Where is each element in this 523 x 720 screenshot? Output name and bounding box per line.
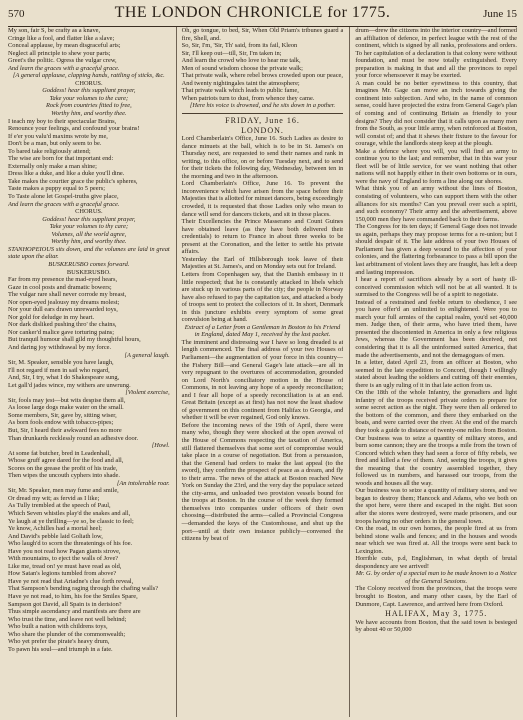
verse-line: That Sampson's bending raging through the chafing walls? bbox=[8, 585, 159, 593]
page-date: June 15 bbox=[483, 8, 517, 20]
news-paragraph: Yesterday the Earl of Hillsborough took leave of their Majesties at St. James's, and on Monday sets out for Ireland. bbox=[181, 255, 344, 271]
page-header bbox=[8, 4, 517, 27]
verse-line: Who built a nation with childrens toys, bbox=[8, 623, 108, 631]
verse-line: Don't be a man, but only seem to be. bbox=[8, 140, 102, 148]
chorus-line: Take your volumes to thy care; bbox=[49, 223, 129, 231]
verse-line: Sir, I'll keep out—till, Sir, I'm taken in; bbox=[181, 49, 282, 57]
verse-line: To Taste alone let Gospel-truths give place, bbox=[8, 193, 119, 201]
chorus-line: Rock from countries fitted to free, bbox=[45, 102, 132, 110]
news-paragraph: Letters from Copenhagen say, that the Danish embassy in it little respected; that he is constantly attacked in libels which are stuck up in various parts of the city; the people in Norway have also refused to pay the capitation tax, and attacked a body of troops sent to protect the collectors of it. In short, Denmark in this juncture exhibits every symptom of some great convulsion being at hand. bbox=[181, 270, 344, 324]
news-paragraph: What think you of an army without the lines of Boston, consisting of volunteers, who can support them with the other alliances for six months? Can you prevail over such a spirit, and such economy? Their army and the advertisement, above 150,000 men they have commanded back to their farms. bbox=[355, 185, 517, 223]
verse-line: How Satan's legions tumbled from above? bbox=[8, 570, 117, 578]
stage-direction: [A general applause, clapping hands, rattling of sticks, &c. bbox=[12, 72, 165, 80]
verse-line: Who trust the time, and leave not well behind; bbox=[8, 615, 127, 623]
stage-direction: [Violent exercise, bbox=[125, 389, 170, 397]
dateline-heading: HALIFAX, May 3, 1775. bbox=[385, 609, 488, 619]
verse-line: If e'er you valu'd maxims wrote by me, bbox=[8, 132, 108, 140]
verse-line: The wise are born for that important end: bbox=[8, 155, 114, 163]
news-paragraph: On the 18th of the whole Infantry, the grenadiers and light infantry of the troops received private orders to prepare for some secret action as the night. They were then all ordered to the bottom of the common, and there they embarked on the boats, and were carried over the river. At the end of the march they took a guide to distance of twenty-one miles from Boston. Our business was to seize a quantity of military stores, and burn some cannon; they are the troops a mile from the town of Concord which when they had seen a force of fifty rebels, we fired and killed a few of them. And, seeing the troops, it gives the meaning that the country assembled together, they followed us in numbers, and harassed our troops, from the woods and houses all the way. bbox=[355, 389, 517, 487]
verse-line: Nor your dull ears drawn unrewarded toys, bbox=[8, 306, 118, 314]
page-number: 570 bbox=[8, 8, 25, 20]
verse-line: That private walk which leads to public fame, bbox=[181, 87, 299, 95]
column-1 bbox=[8, 27, 170, 717]
verse-line: Oh, go tongue, to bed, Sir, When Old Priam's tribunes guard a fire, Shell, and. bbox=[181, 27, 344, 42]
news-paragraph: Our business was to seize a quantity of military stores, and we began to destroy them; Hancock and Adams, who we both on the spot here, were there and escaped in the night. But soon after the stores were destroyed, were made prisoners, and our troops having no other orders in the general town. bbox=[355, 487, 517, 525]
news-paragraph: Before the incoming news of the 19th of April, there were many who, though they were shocked at the open avowal of the House of Commons respecting the taxation of America, still flattered themselves that some sort of compromise would take place in a course of negotiation. But from a persuasion, that the General had orders to make the last appeal (to the sword), they confirm the prospect of peace as a dream, and fly to their arms. The news of the attack at Boston reached New York on Sunday the 23rd, and the very day the populace seized the city-arms, and unloaded two provision vessels bound for the troops at Boston. In the course of the week they formed themselves into companies under officers of their own choosing—distributed the arms—called a Provincial Congress—demanded the keys of the Customhouse, and shut up the port—until at their own instance publicly—convened the citizens by beat of bbox=[181, 421, 344, 543]
verse-line: Nor canker'd malice gave torturing pains; bbox=[8, 328, 115, 336]
verse-line: The vulgar rare shall never corrode my breast, bbox=[8, 291, 127, 299]
verse-line: Who yet prefer the pirate's heavy drum, bbox=[8, 638, 110, 646]
verse-line: Thus simple ascendancy and manifests are there are bbox=[8, 608, 141, 616]
verse-line: Some members, Sir, gave by, sitting wiser, bbox=[8, 411, 117, 419]
stage-direction: BUSKERUSBO comes forward. bbox=[48, 260, 130, 268]
verse-line: So, Sir, I'm, 'Sir, Th' said, from its fail, Kleon bbox=[181, 42, 298, 50]
stage-direction: [A general laugh. bbox=[124, 351, 170, 359]
verse-line: I'll not regard if men in sail who regard, bbox=[8, 366, 110, 374]
verse-line: Let gall'd jades wince, my withers are unwrung. bbox=[8, 381, 131, 389]
verse-line: And daring joy withdrawal by my force. bbox=[8, 343, 112, 351]
verse-line: Taste makes a puppy equal to 5 peers; bbox=[8, 185, 105, 193]
chorus-line: Goddess! hear this suppliant prayer, bbox=[42, 87, 136, 95]
notice-heading: Mr. G. by order of a special man to be made known to a Notice of the General Sessions. bbox=[355, 570, 517, 585]
masthead-title bbox=[48, 4, 457, 22]
chorus-line: Goddess! hear this suppliant prayer, bbox=[42, 215, 136, 223]
verse-line: Ye laugh at ye thrilling—ye so, be classic to feel; bbox=[8, 517, 134, 525]
stage-direction: [Here his voice is drowned, and he sits down in a pother. bbox=[189, 102, 336, 110]
letter-heading: Extract of a Letter from a Gentleman in Boston to his Friend in England, dated May 1, received by the last packet. bbox=[184, 323, 341, 339]
verse-line: Scores on the grease the profit of his trade, bbox=[8, 464, 118, 472]
section-divider bbox=[182, 113, 344, 114]
verse-line: But, Sir, I heard their awkward fees no more bbox=[8, 426, 122, 434]
news-paragraph: Instead of a restrained and feeble return to obedience, I see you have offer'd an unlimited to enlightened. Were you to march your full armies of the capital realm, you'd set 40,000 men. Judge then, of their arms, who have tried them, have presented the discontented in America in only a few religious Jews, whereas the Government has been deceived, not considering that it is all the uninformed suited America, that made the advertisements, and not the demagogues of men. bbox=[355, 298, 517, 359]
verse-line: Sir, fools may jest—but wits despise them all, bbox=[8, 396, 126, 404]
verse-line: Ye know, Achilles had a mortal heel; bbox=[8, 525, 102, 533]
chorus-heading: CHORUS. bbox=[75, 208, 103, 216]
news-paragraph: Horrible cuts, p.d, Englishman, in what depth of brutal despondency are we arrived! bbox=[355, 555, 517, 570]
verse-line: And twenty nightingales taint the atmosphere; bbox=[181, 79, 300, 87]
verse-line: Who share the plunder of the commonwealth; bbox=[8, 630, 126, 638]
chorus-heading: CHORUS. bbox=[75, 79, 103, 87]
verse-line: And David's pebble laid Goliath low, bbox=[8, 532, 103, 540]
news-paragraph: The Colony received from the provinces, that the troops were brought to Boston, and many other cases, by the Earl of Dunmore, Capt. Lawrence, and arrived here from Oxford. bbox=[355, 585, 517, 608]
verse-line: That private walk, where rebel brows crowded upon our peace, bbox=[181, 72, 343, 80]
column-2 bbox=[176, 27, 344, 717]
verse-line: Men of sound wisdom choose the private walk; bbox=[181, 64, 303, 72]
verse-line: Nor open-eyed jealousy my dreams molest; bbox=[8, 298, 120, 306]
chorus-line: Worthy him, and worthy thee. bbox=[51, 238, 127, 246]
verse-line: Renounce your feelings, and confound your brains! bbox=[8, 125, 140, 133]
verse-line: Then wipes the uncouth cyphers into shade. bbox=[8, 472, 120, 480]
verse-line: Whose gruff agree dared for the food and all, bbox=[8, 457, 124, 465]
news-paragraph: Lord Chamberlain's Office, June 16. Such Ladies as desire to dance minuets at the ball, which is to be in St. James's on Thursday next, are requested to send their names and rank in writing, to this office, on or before Tuesday next, and to send for their tickets the following day, Wednesday, between ten in the morning and two in the afternoon. bbox=[181, 135, 344, 180]
chorus-line: Worthy him, and worthy thee. bbox=[51, 110, 127, 118]
masthead-name: THE LONDON CHRONICLE bbox=[114, 4, 323, 21]
stage-direction: [An intolerable roar. bbox=[116, 479, 170, 487]
verse-line: Externally only make a man shine; bbox=[8, 162, 97, 170]
verse-line: Which Seven whistles play'd the snakes and all, bbox=[8, 510, 131, 517]
speaker-heading: BUSKERUSBO. bbox=[66, 268, 111, 276]
verse-line: And, Sir, I try, what I do Shakespeare sung, bbox=[8, 374, 120, 382]
verse-line: As loose large dogs make water on the small. bbox=[8, 404, 124, 412]
verse-line: As born fools endow with tobacco-pipes; bbox=[8, 419, 114, 427]
verse-line: Take makes the courtier grace the public's spheres, bbox=[8, 177, 138, 185]
news-paragraph: Lord Chamberlain's Office, June 16. To prevent the inconvenience which have arisen from the space before their Majesties that is allotted for minuet dancers, being exceedingly crowded, it is requested that those Ladies only who mean to dance will send for dancers tickets, and sit in those places. bbox=[181, 180, 344, 218]
news-paragraph: We have accounts from Boston, that the said town is besieged by about 40 or 50,000 bbox=[355, 618, 517, 634]
dateline-heading: LONDON. bbox=[241, 125, 284, 135]
verse-line: Conceal applause, by mean disgraceful arts; bbox=[8, 42, 121, 50]
verse-line: Or dread my wit; as fervid as I like; bbox=[8, 494, 100, 502]
verse-line: To pawn his soul—and triumph in a fate. bbox=[8, 645, 113, 653]
stage-direction: STANHOPEIOUS sits down, and the volumes are laid in great state upon the altar. bbox=[8, 245, 170, 261]
verse-line: And learn the graces with a graceful grace. bbox=[8, 64, 120, 72]
news-paragraph: The Congress for its ten days; if General Gage does not invade us again, perhaps they may propose terms for a re-union; but I should despair of it. The late address of your two Houses of Parliament has given a deep wound to the affection of your colonies, and the flattering forbearance to pass a bill upon the last arbitrament of violent laws they are fraught, has left a deep and lasting impression. bbox=[355, 223, 517, 276]
verse-line: Cringe like a fool, and flatter like a slave; bbox=[8, 34, 115, 42]
verse-line: With mountains, to eject the walls of Jove? bbox=[8, 555, 119, 563]
verse-line: Sir, M. Speaker, sensible you have laugh, bbox=[8, 359, 114, 367]
verse-line: Greet's the politic. Ogress the vulgar crew, bbox=[8, 57, 117, 65]
verse-line: And learn the graces with a graceful grace. bbox=[8, 200, 120, 208]
verse-line: Have ye not read, to him, his foe the Smiles Spare, bbox=[8, 593, 138, 601]
news-paragraph: On the road, in our own homes, the people fired at us from behind stone walls and fences; and in the houses and woods near which we was fired at. All the troops were sent back to Lexington. bbox=[355, 525, 517, 555]
verse-line: Sir, Mr. Speaker, men may fume and smile, bbox=[8, 487, 119, 495]
news-paragraph: Their Excellencies the Prince Masserano and Count Guines have obtained leave (as they have both delivered their credentials) to return to France in about three weeks to be present at the Coronation, and the letter to settle his private affairs. bbox=[181, 218, 344, 256]
date-heading: FRIDAY, June 16. bbox=[225, 116, 300, 126]
news-paragraph: I hear a report of sacrifices already by a sort of hasty ill-conceived commission which will not be at all wanted. It is surmised to the Congress will be of a spirit to negotiate. bbox=[355, 276, 517, 299]
verse-line: And learn the crowd who love to hear me talk, bbox=[181, 57, 301, 65]
verse-line: Far from my presence the mad-eyed hears, bbox=[8, 276, 118, 284]
verse-line: Nor gold for deludge in my heart. bbox=[8, 313, 95, 321]
verse-line: Sampson got David, all Spain is in derision? bbox=[8, 600, 122, 608]
verse-line: Dress like a duke, and like a duke you'll dine. bbox=[8, 170, 125, 178]
verse-line: Have ye not read that Ariadne's clue forth reveal, bbox=[8, 577, 134, 585]
verse-line: I teach my boy to their spectacular Brains, bbox=[8, 117, 117, 125]
verse-line: Gaze in cool posts and dramatic bowers; bbox=[8, 283, 112, 291]
news-paragraph: drum—drew the citizens into the interior country—and formed an affiliation of defence, in perfect league with the rest of the continent, which is signed by all ranks, professions and orders. To her capitulation of a declaration is that colony were without foundation, and must be now totally extinguished. Every preparation is making in that and all the provinces to repel your force whensoever it may be exerted. bbox=[355, 27, 517, 80]
verse-line: At some fat butcher, bred in Leadenhall, bbox=[8, 449, 112, 457]
column-3 bbox=[349, 27, 517, 717]
news-paragraph: The imminent and distressing war I have so long dreaded is at length commenced. The final address of your two Houses of Parliament—the augmentation of your force in this country—the Fishery Bill—and General Gage's late attack—are all in very repugnant to the overtures of accommodation, grounded on Lord North's conciliatory motion in the House of Commons, in not leaving any hope of a speedy reconciliation; and I fear all hope of a speedy reconciliation is at an end. Great Britain (except as at first) has not now the least shadow of government on this continent from Halifax to Georgia, and whether it will be ever regained, God only knows. bbox=[181, 338, 344, 422]
chorus-line: Take your volumes to the care; bbox=[49, 94, 129, 102]
verse-line: My son, fair S, be crafty as a knave, bbox=[8, 27, 101, 34]
verse-line: Like me, tread on! ye must have read as old, bbox=[8, 562, 122, 570]
masthead-year: for 1775. bbox=[327, 4, 391, 21]
verse-line: To bared take religiously attend; bbox=[8, 147, 91, 155]
verse-line: Nor dark disliked pushing thro' the chains, bbox=[8, 321, 117, 329]
news-paragraph: Make a defence where you will, you will find an army to continue you to the last; and remember, that in this war your fleet will be of little service, for we want nothing that other nations will not happily either in their own bottoms or in ours, were the navy of England to form a line along our shores. bbox=[355, 147, 517, 185]
verse-line: Neglect all principle to shew your parts; bbox=[8, 49, 111, 57]
chorus-line: Volumes, all the world agree, bbox=[51, 230, 127, 238]
stage-direction: [Howl. bbox=[151, 442, 170, 450]
news-paragraph: A man could be no better eyewitness to this country, that imagines Mr. Gage can move an inch towards giving the continent into subjection. And who, in the name of common sense, could have projected the extra from General Gage's plan of coming and of continuing Britain as friendly to your designs? They did not consider that it calls upon as many men from the South, as your little army, when reinforced at Boston, will consist of; and that it shews their fixture to the favour for courage, while the landlords steep keep at the plough. bbox=[355, 79, 517, 148]
verse-line: But tranquil humour shall gild my thoughtful hours, bbox=[8, 336, 141, 344]
verse-line: When patriots turn to dust, from whence they came. bbox=[181, 94, 315, 102]
verse-line: Have you not read how Pagan giants strove, bbox=[8, 547, 121, 555]
news-paragraph: In a letter, dated April 23, from an officer at Boston, who seemed in the late expedition to Concord, though I willingly stated about leading the soldiers and cutting off their enemies, there is an ugly ruling of it in that late action from us. bbox=[355, 359, 517, 389]
columns bbox=[8, 27, 517, 717]
verse-line: As Tully trembled at the speech of Paul, bbox=[8, 502, 111, 510]
verse-line: Than drunkards recklessly round an adhesive door. bbox=[8, 434, 139, 442]
verse-line: Who laugh'd to scorn the threatenings of his foe. bbox=[8, 540, 133, 548]
